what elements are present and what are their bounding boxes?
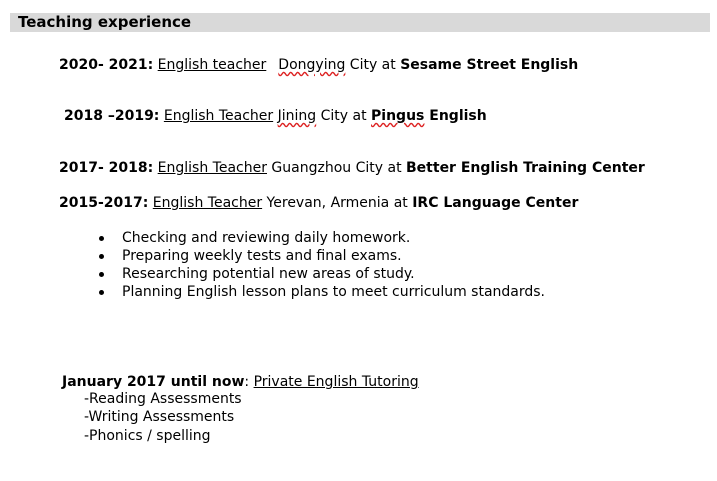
bullet-icon bbox=[99, 254, 104, 259]
job-city-suffix: City at bbox=[316, 108, 372, 124]
job-city: Yerevan, Armenia at bbox=[262, 195, 413, 211]
tutoring-period: January 2017 until now bbox=[62, 374, 245, 390]
job-years: 2020- 2021: bbox=[59, 57, 154, 73]
bullet-icon bbox=[99, 272, 104, 277]
section-title: Teaching experience bbox=[18, 13, 192, 31]
tutoring-entry bbox=[62, 373, 419, 391]
tutoring-role: Private English Tutoring bbox=[253, 374, 419, 390]
job-role: English Teacher bbox=[163, 108, 274, 124]
job-role: English Teacher bbox=[152, 195, 263, 211]
tutoring-item: -Phonics / spelling bbox=[84, 428, 211, 444]
job-role: English teacher bbox=[157, 57, 267, 73]
job-city: Dongying bbox=[278, 57, 346, 73]
job-role: English Teacher bbox=[157, 160, 267, 176]
tutoring-item: -Reading Assessments bbox=[84, 391, 242, 407]
duty-item: Checking and reviewing daily homework. bbox=[96, 229, 545, 247]
job-city: Jining bbox=[277, 108, 317, 124]
job-city: Guangzhou City at bbox=[266, 160, 407, 176]
job-org: IRC Language Center bbox=[412, 195, 579, 211]
section-header bbox=[10, 13, 710, 32]
job-entry-1 bbox=[59, 56, 578, 74]
bullet-icon bbox=[99, 236, 104, 241]
job-years: 2018 –2019: bbox=[64, 108, 160, 124]
duty-item: Preparing weekly tests and final exams. bbox=[96, 247, 545, 265]
tutoring-item: -Writing Assessments bbox=[84, 409, 235, 425]
duty-item: Planning English lesson plans to meet curriculum standards. bbox=[96, 283, 545, 301]
job-years: 2017- 2018: bbox=[59, 160, 154, 176]
job-org-flagged: Pingus bbox=[371, 108, 425, 124]
job-org: Sesame Street English bbox=[400, 57, 579, 73]
job-city-suffix: City at bbox=[345, 57, 401, 73]
job-entry-3 bbox=[59, 159, 645, 177]
job-entry-2 bbox=[64, 107, 487, 125]
job-years: 2015-2017: bbox=[59, 195, 149, 211]
job-entry-4 bbox=[59, 194, 578, 212]
job-org: Better English Training Center bbox=[406, 160, 645, 176]
bullet-icon bbox=[99, 290, 104, 295]
tutoring-separator: : bbox=[244, 374, 254, 390]
duties-list bbox=[96, 229, 545, 301]
duty-item: Researching potential new areas of study. bbox=[96, 265, 545, 283]
job-org-rest: English bbox=[424, 108, 487, 124]
